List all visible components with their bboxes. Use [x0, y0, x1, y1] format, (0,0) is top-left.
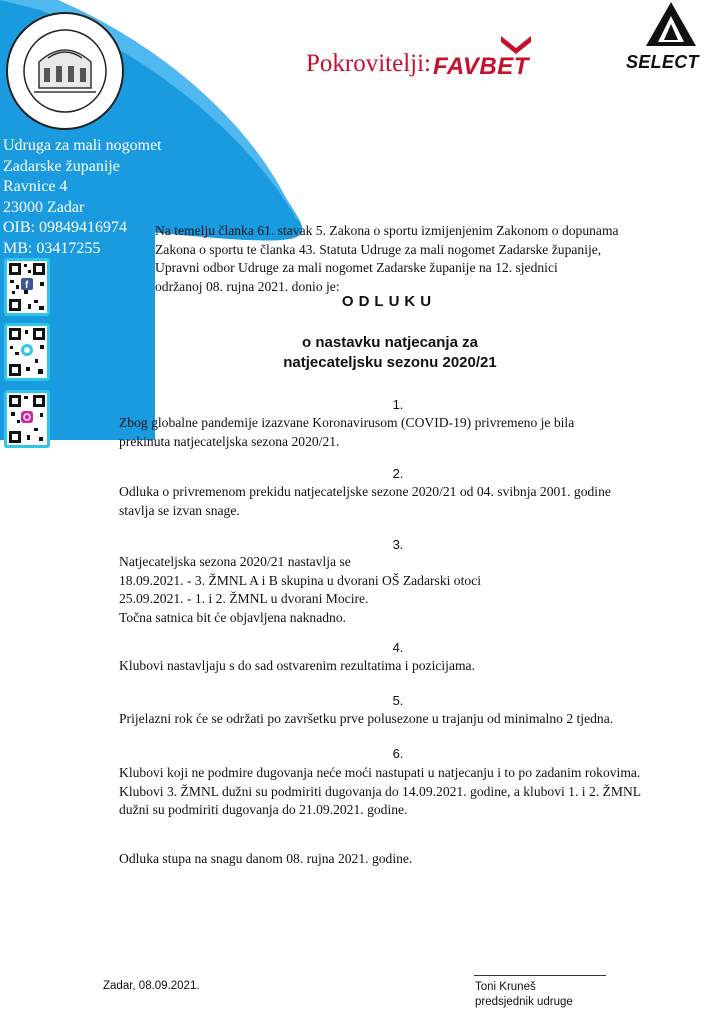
section-line: 25.09.2021. - 1. i 2. ŽMNL u dvorani Mocire. — [119, 591, 369, 607]
select-logo — [624, 2, 710, 74]
section-text — [119, 710, 694, 729]
section-text — [119, 553, 694, 627]
signatory-role: predsjednik udruge — [475, 996, 573, 1008]
place-date: Zadar, 08.09.2021. — [103, 980, 200, 992]
section-number: 1. — [392, 397, 404, 412]
section-line: Zbog globalne pandemije izazvane Koronavirusom (COVID-19) privremeno je bila — [119, 415, 575, 430]
section-number: 2. — [392, 466, 404, 481]
closing-statement: Odluka stupa na snagu danom 08. rujna 2021. godine. — [119, 851, 413, 866]
org-name-line2: Zadarske županije — [3, 157, 120, 175]
intro-line: održanoj 08. rujna 2021. donio je: — [155, 278, 340, 294]
subtitle-line: o nastavku natjecanja za — [302, 334, 478, 351]
document-subtitle — [230, 333, 550, 373]
org-mb: MB: 03417255 — [3, 239, 101, 257]
section-line: prekinuta natjecateljska sezona 2020/21. — [119, 433, 340, 449]
section-line: Odluka o privremenom prekidu natjecateljske sezone 2020/21 od 04. svibnja 2001. godine — [119, 484, 611, 499]
favbet-wordmark: FAVBET — [433, 53, 529, 80]
intro-line: Zakona o sportu te članka 43. Statuta Udruge za mali nogomet Zadarske županije, — [155, 241, 602, 257]
favbet-logo — [433, 44, 595, 84]
svg-text:f: f — [25, 280, 29, 291]
section-number: 4. — [392, 640, 404, 655]
section-line: Točna satnica bit će objavljena naknadno. — [119, 609, 347, 625]
section-number: 6. — [392, 746, 404, 761]
sponsor-banner — [306, 44, 595, 84]
section-text — [119, 764, 694, 820]
org-name-line1: Udruga za mali nogomet — [3, 137, 162, 154]
intro-line: Upravni odbor Udruge za mali nogomet Zadarske županije na 12. sjednici — [155, 260, 558, 276]
association-seal-icon — [4, 10, 126, 132]
section-line: Klubovi nastavljaju s do sad ostvarenim rezultatima i pozicijama. — [119, 658, 475, 673]
qr-code-web[interactable] — [4, 323, 50, 381]
section-line: stavlja se izvan snage. — [119, 502, 240, 518]
org-street: Ravnice 4 — [3, 178, 68, 195]
intro-line: Na temelju članka 61. stavak 5. Zakona o sportu izmijenjenim Zakonom o dopunama — [155, 223, 619, 238]
org-city: 23000 Zadar — [3, 198, 85, 216]
section-text — [119, 414, 694, 451]
section-line: Natjecateljska sezona 2020/21 nastavlja se — [119, 554, 351, 569]
signature-line — [474, 975, 606, 976]
signatory — [475, 980, 573, 1010]
intro-paragraph — [155, 222, 675, 296]
section-line: 18.09.2021. - 3. ŽMNL A i B skupina u dvorani OŠ Zadarski otoci — [119, 572, 481, 588]
org-oib: OIB: 09849416974 — [3, 219, 127, 236]
section-line: Klubovi koji ne podmire dugovanja neće moći nastupati u natjecanju i to po zadanim rokovima. — [119, 765, 641, 780]
sponsor-label: Pokrovitelji: — [306, 50, 431, 77]
section-line: Prijelazni rok će se održati po završetku prve polusezone u trajanju od minimalno 2 tjedna. — [119, 711, 614, 726]
select-emblem-icon — [646, 2, 696, 52]
section-line: dužni su podmiriti dugovanja do 21.09.2021. godine. — [119, 802, 408, 818]
section-text — [119, 657, 694, 676]
select-wordmark: SELECT — [626, 52, 699, 72]
section-line: Klubovi 3. ŽMNL dužni su podmiriti dugovanja do 14.09.2021. godine, a klubovi 1. i 2. ŽMNL — [119, 783, 642, 799]
section-number: 5. — [392, 693, 404, 708]
section-text — [119, 483, 694, 520]
section-number: 3. — [392, 537, 404, 552]
document-title: ODLUKU — [341, 293, 437, 310]
subtitle-line: natjecateljsku sezonu 2020/21 — [283, 354, 497, 371]
qr-code-instagram[interactable] — [4, 390, 50, 448]
signatory-name: Toni Kruneš — [475, 981, 536, 993]
organization-address — [3, 136, 162, 259]
favbet-chevron-icon — [501, 36, 531, 54]
